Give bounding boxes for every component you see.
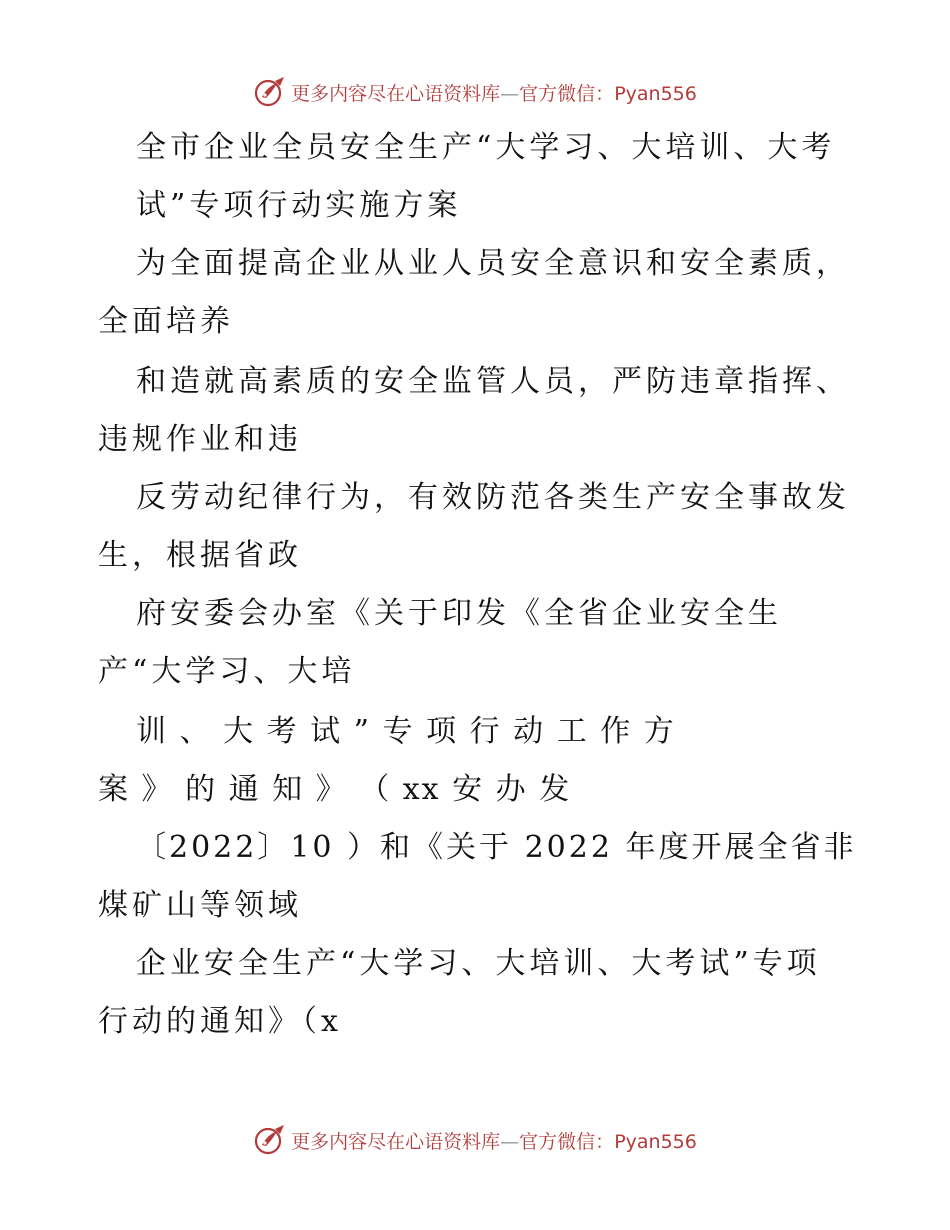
doc-line: 反劳动纪律行为，有效防范各类生产安全事故发 [136, 480, 850, 515]
watermark-wechat-label: 官方微信： [519, 82, 615, 105]
doc-line: 为全面提高企业从业人员安全意识和安全素质， [136, 246, 850, 281]
doc-line: 府安委会办室《关于印发《全省企业安全生 [136, 596, 782, 631]
watermark-brand: 更多内容尽在心语资料库 [291, 82, 501, 105]
watermark-brand: 更多内容尽在心语资料库 [291, 1130, 501, 1153]
doc-line-spaced: 训 、 大 考 试 ” 专 项 行 动 工 作 方 [136, 714, 676, 749]
doc-line: 煤矿山等领域 [98, 888, 302, 923]
watermark-wechat-label: 官方微信： [519, 1130, 615, 1153]
pen-logo-icon [253, 1123, 287, 1157]
pen-logo-icon [253, 75, 287, 109]
doc-line: 违规作业和违 [98, 422, 302, 457]
doc-line: 和造就高素质的安全监管人员，严防违章指挥、 [136, 364, 850, 399]
doc-line: 产“大学习、大培 [98, 654, 356, 689]
header-watermark [0, 72, 950, 112]
doc-line: 生，根据省政 [98, 538, 302, 573]
watermark-separator: — [500, 1130, 520, 1153]
footer-watermark [0, 1120, 950, 1160]
watermark-text [291, 79, 697, 106]
doc-line: 企业安全生产“大学习、大培训、大考试”专项 [136, 946, 821, 981]
watermark-separator: — [500, 82, 520, 105]
doc-line: 〔2022〕10 ）和《关于 2022 年度开展全省非 [136, 830, 857, 865]
watermark-wechat-id: Pyan556 [614, 1130, 697, 1153]
doc-line-spaced: 案 》 的 通 知 》 （ xx 安 办 发 [98, 772, 572, 807]
watermark-text [291, 1127, 697, 1154]
doc-line: 行动的通知》（x [98, 1004, 342, 1039]
watermark-wechat-id: Pyan556 [614, 82, 697, 105]
doc-line: 全面培养 [98, 304, 234, 339]
doc-title-line-1: 全市企业全员安全生产“大学习、大培训、大考 [136, 130, 836, 165]
doc-title-line-2: 试”专项行动实施方案 [136, 188, 462, 223]
